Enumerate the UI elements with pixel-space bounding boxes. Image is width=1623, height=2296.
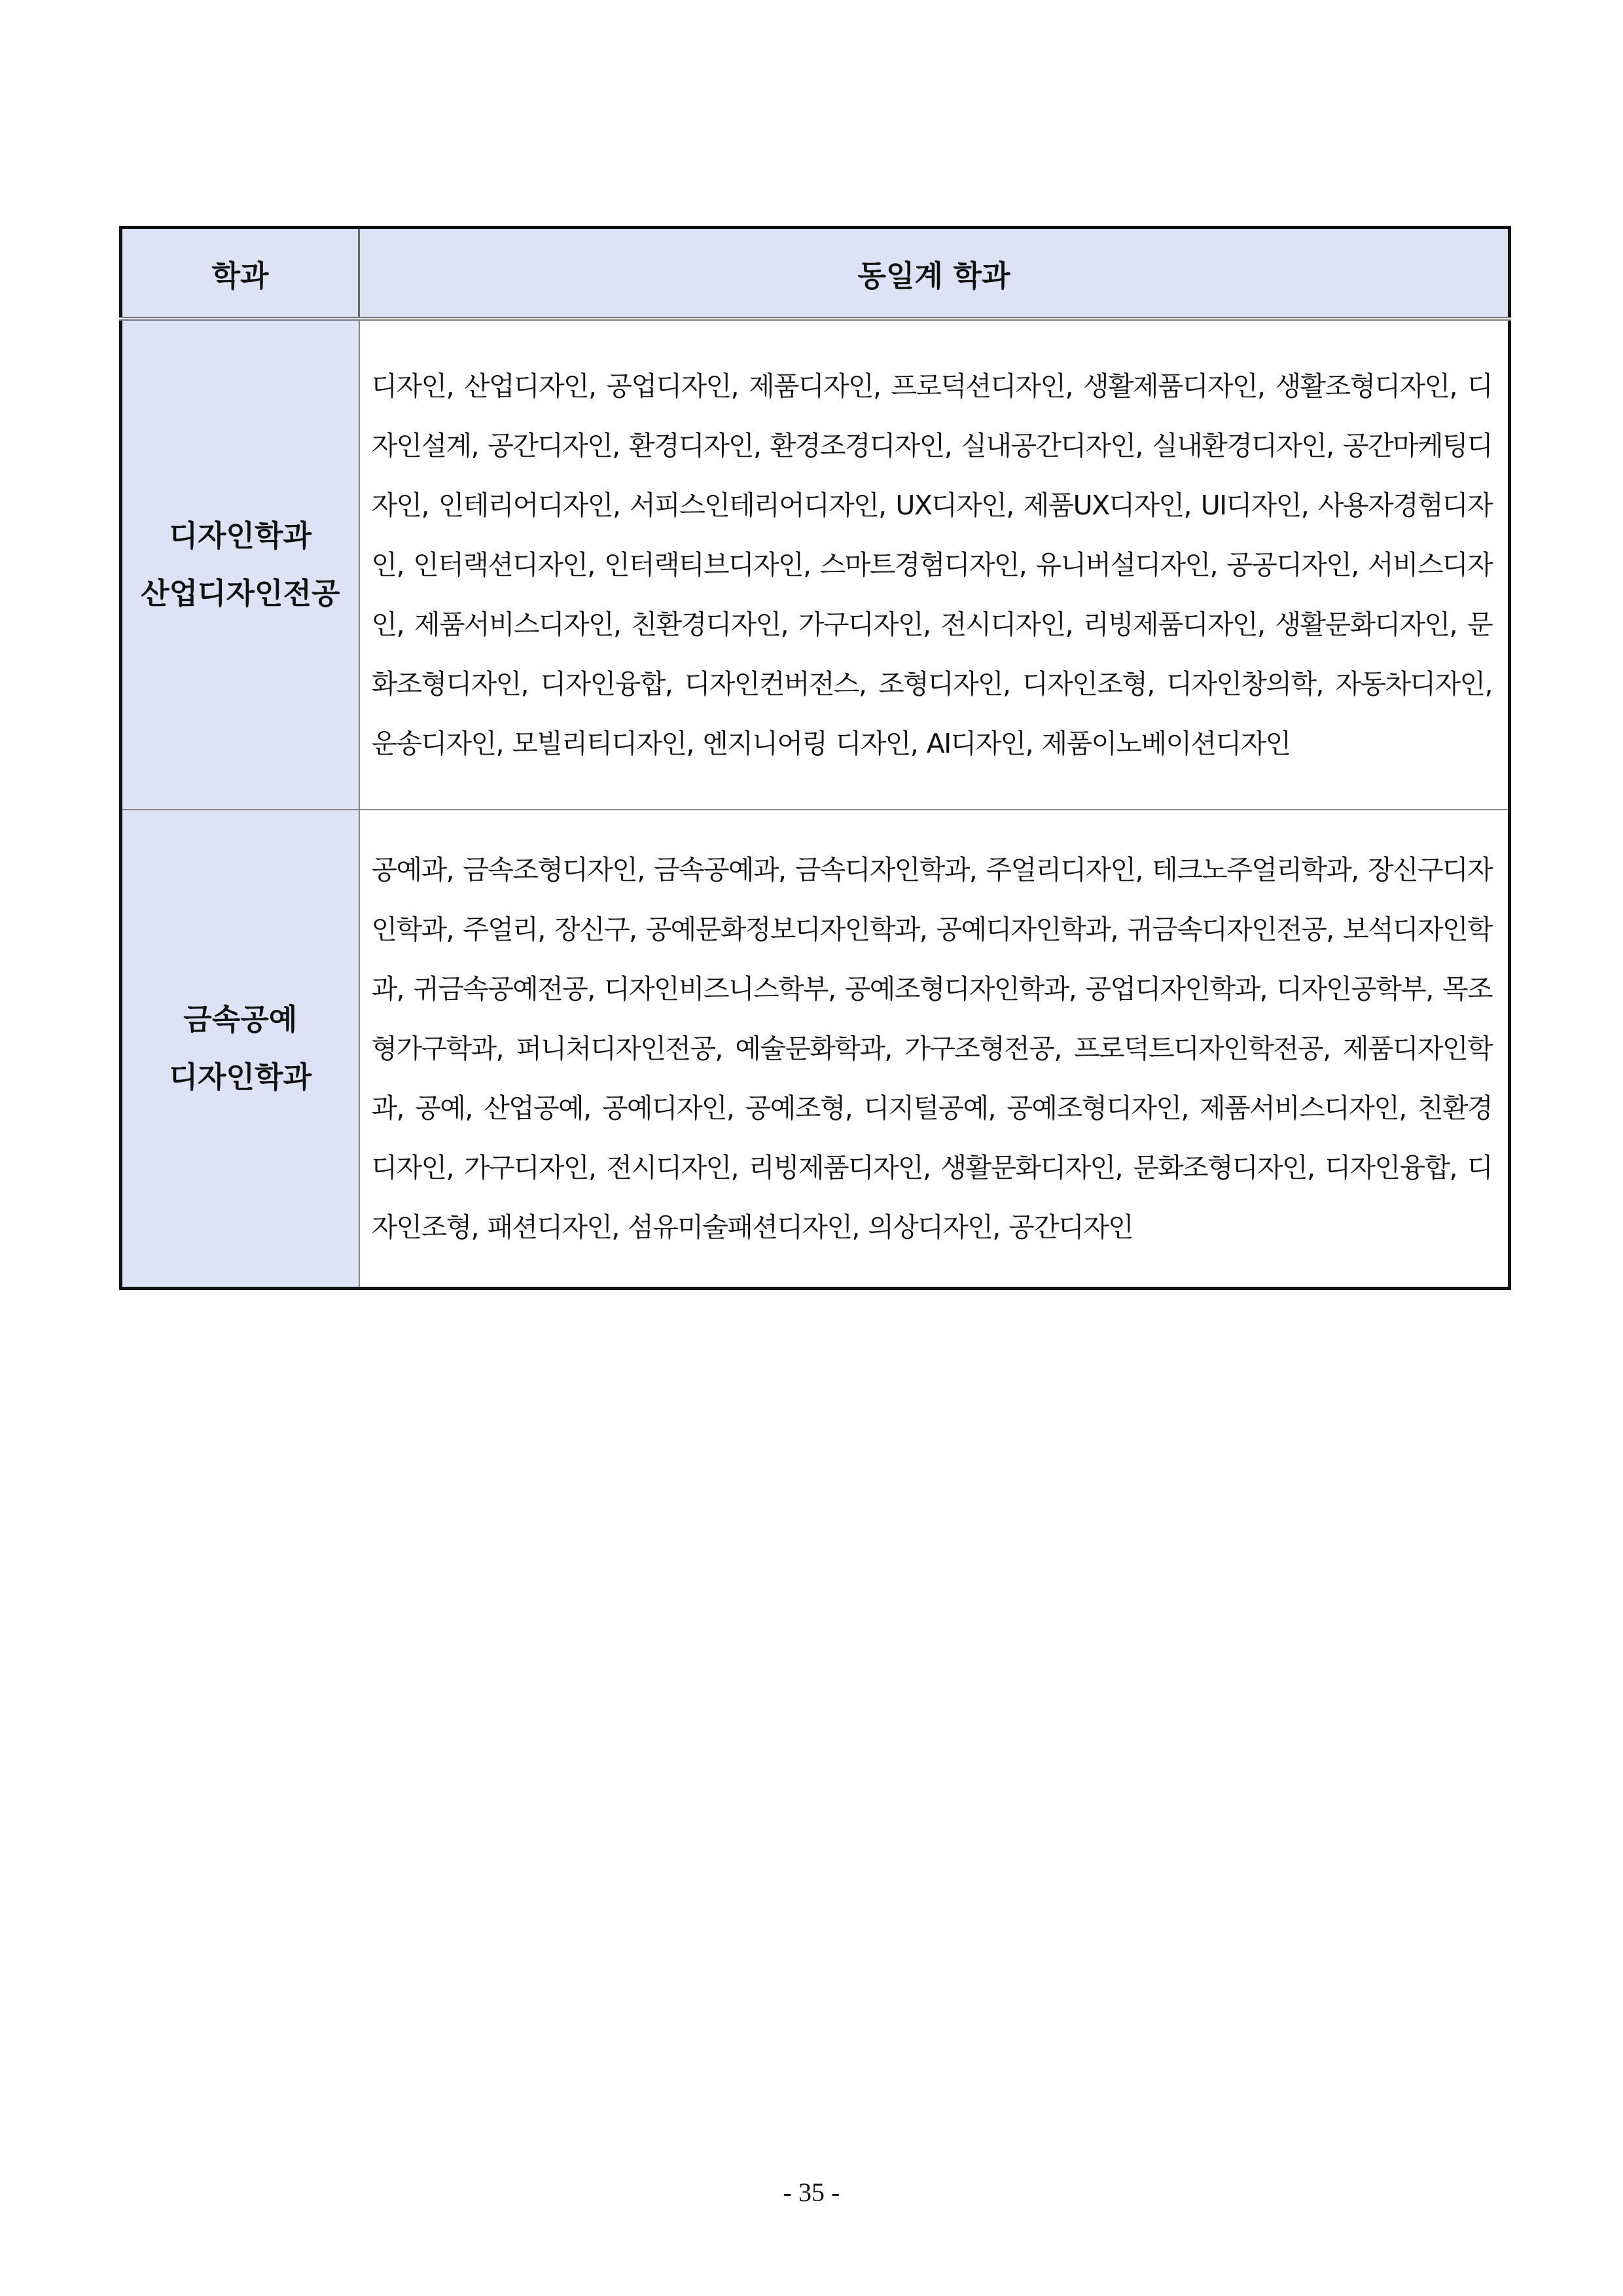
department-name-cell bbox=[121, 810, 359, 1289]
page-number: - 35 - bbox=[783, 2178, 840, 2207]
table-row bbox=[121, 319, 1510, 810]
department-name-cell bbox=[121, 319, 359, 810]
department-name-line: 디자인학과 bbox=[169, 1060, 312, 1094]
department-name-line: 금속공예 bbox=[183, 1002, 298, 1037]
department-name-line: 산업디자인전공 bbox=[141, 576, 340, 611]
table-header bbox=[121, 228, 1510, 319]
equivalent-departments-cell: 공예과, 금속조형디자인, 금속공예과, 금속디자인학과, 주얼리디자인, 테크노주얼리학과, 장신구디자인학과, 주얼리, 장신구, 공예문화정보디자인학과, 공예디자인학과, 귀금속디자인전공, 보석디자인학과, 귀금속공예전공, 디자인비즈니스학부, 공예조형디자인학과, 공업디자인학과, 디자인공학부, 목조형가구학과, 퍼니처디자인전공, 예술문화학과, 가구조형전공, 프로덕트디자인학전공, 제품디자인학과, 공예, 산업공예, 공예디자인, 공예조형, 디지털공예, 공예조형디자인, 제품서비스디자인, 친환경디자인, 가구디자인, 전시디자인, 리빙제품디자인, 생활문화디자인, 문화조형디자인, 디자인융합, 디자인조형, 패션디자인, 섬유미술패션디자인, 의상디자인, 공간디자인 bbox=[359, 810, 1510, 1289]
table-row bbox=[121, 810, 1510, 1289]
table-body bbox=[121, 319, 1510, 1289]
department-name-line: 디자인학과 bbox=[169, 518, 312, 553]
header-equivalent-departments: 동일계 학과 bbox=[359, 228, 1510, 319]
header-department: 학과 bbox=[121, 228, 359, 319]
equivalent-departments-table bbox=[119, 226, 1511, 1290]
equivalent-departments-cell: 디자인, 산업디자인, 공업디자인, 제품디자인, 프로덕션디자인, 생활제품디자인, 생활조형디자인, 디자인설계, 공간디자인, 환경디자인, 환경조경디자인, 실내공간디자인, 실내환경디자인, 공간마케팅디자인, 인테리어디자인, 서피스인테리어디자인, UX디자인, 제품UX디자인, UI디자인, 사용자경험디자인, 인터랙션디자인, 인터랙티브디자인, 스마트경험디자인, 유니버설디자인, 공공디자인, 서비스디자인, 제품서비스디자인, 친환경디자인, 가구디자인, 전시디자인, 리빙제품디자인, 생활문화디자인, 문화조형디자인, 디자인융합, 디자인컨버전스, 조형디자인, 디자인조형, 디자인창의학, 자동차디자인, 운송디자인, 모빌리티디자인, 엔지니어링 디자인, AI디자인, 제품이노베이션디자인 bbox=[359, 319, 1510, 810]
header-row bbox=[121, 228, 1510, 319]
